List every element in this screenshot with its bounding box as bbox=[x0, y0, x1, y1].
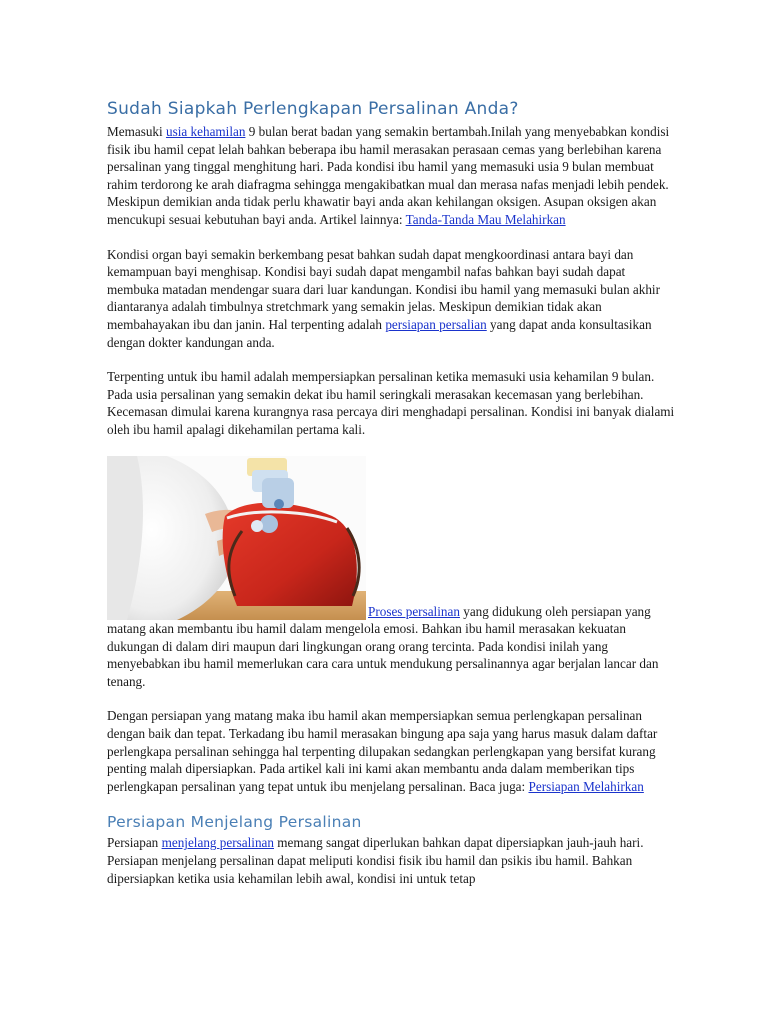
paragraph-text: Dengan persiapan yang matang maka ibu hamil akan mempersiapkan semua perlengkapan persalinan dengan baik dan tepat. Terkadang ibu hamil merasakan bingung apa saja yang harus masuk dalam daftar perlengkapa persalinan sehingga hal terpenting dilupakan sedangkan perlengkapan yang bersifat kurang penting malah dipersiapkan. Pada artikel kali ini kami akan membantu anda dalam memberikan tips perlengkapan persalinan yang tepat untuk ibu menjelang persalinan. Baca juga: bbox=[107, 708, 658, 794]
link-tanda-tanda-mau-melahirkan[interactable]: Tanda-Tanda Mau Melahirkan bbox=[405, 211, 566, 227]
link-menjelang-persalinan[interactable]: menjelang persalinan bbox=[161, 835, 274, 851]
paragraph-6 bbox=[107, 834, 679, 887]
paragraph-2 bbox=[107, 246, 679, 352]
paragraph-text: yang didukung oleh persiapan yang matang akan membantu ibu hamil dalam mengelola emosi. Bahkan ibu hamil merasakan kekuatan dukungan di dalam diri maupun dari lingkungan orang orang tercinta. Pada kondisi inilah yang menyebabkan ibu hamil memerlukan cara cara untuk mendukung persalinannya agar berjalan lancar dan tenang. bbox=[107, 603, 659, 689]
section-subtitle: Persiapan Menjelang Persalinan bbox=[107, 813, 362, 832]
paragraph-5 bbox=[107, 707, 679, 795]
link-persiapan-melahirkan[interactable]: Persiapan Melahirkan bbox=[528, 778, 644, 794]
link-proses-persalinan[interactable]: Proses persalinan bbox=[368, 603, 460, 619]
article-title: Sudah Siapkah Perlengkapan Persalinan Anda? bbox=[107, 99, 519, 119]
paragraph-text: Memasuki bbox=[107, 124, 166, 139]
paragraph-1 bbox=[107, 123, 679, 229]
paragraph-text: yang dapat anda konsultasikan dengan dokter kandungan anda. bbox=[107, 316, 652, 350]
paragraph-text: Kondisi organ bayi semakin berkembang pesat bahkan sudah dapat mengkoordinasi antara bayi dan kemampuan bayi menghisap. Kondisi bayi sudah dapat mengambil nafas bahkan bayi sudah dapat membuka matadan mendengar suara dari luar kandungan. Kondisi ibu hamil yang memasuki bulan akhir diantaranya adalah timbulnya stretchmark yang semakin jelas. Meskipun demikian tidak akan membahayakan ibu dan janin. Hal terpenting adalah bbox=[107, 246, 660, 332]
paragraph-text: memang sangat diperlukan bahkan dapat dipersiapkan jauh-jauh hari. Persiapan menjelang persalinan dapat meliputi kondisi fisik ibu hamil dan psikis ibu hamil. Bahkan dipersiapkan ketika usia kehamilan lebih awal, kondisi ini untuk tetap bbox=[107, 835, 644, 886]
link-persiapan-persalian[interactable]: persiapan persalian bbox=[385, 316, 487, 332]
link-usia-kehamilan[interactable]: usia kehamilan bbox=[165, 124, 246, 139]
pregnant-woman-packing-bag-image bbox=[107, 456, 366, 620]
paragraph-text: 9 bulan berat badan yang semakin bertambah.Inilah yang menyebabkan kondisi fisik ibu hamil cepat lelah bahkan beberapa ibu hamil merasakan perasaan cemas yang berlebihan karena persalinan yang tinggal menghitung hari. Pada kondisi ibu hamil yang memasuki usia 9 bulan membuat rahim terdorong ke arah diafragma sehingga mengakibatkan mual dan merasa nafas menjadi lebih pendek. Meskipun demikian anda tidak perlu khawatir bayi anda akan kehilangan oksigen. Asupan oksigen akan mencukupi sesuai kebutuhan bayi anda. Artikel lainnya: bbox=[107, 124, 670, 227]
paragraph-3: Terpenting untuk ibu hamil adalah mempersiapkan persalinan ketika memasuki usia kehamilan 9 bulan. Pada usia persalinan yang semakin dekat ibu hamil seringkali merasakan kecemasan yang berlebihan. Kecemasan dimulai karena kurangnya rasa percaya diri menghadapi persalinan. Kondisi ini banyak dialami oleh ibu hamil apalagi dikehamilan pertama kali. bbox=[107, 369, 675, 437]
paragraph-text: Persiapan bbox=[107, 835, 162, 851]
figure-with-text bbox=[107, 456, 679, 691]
article bbox=[107, 98, 679, 904]
